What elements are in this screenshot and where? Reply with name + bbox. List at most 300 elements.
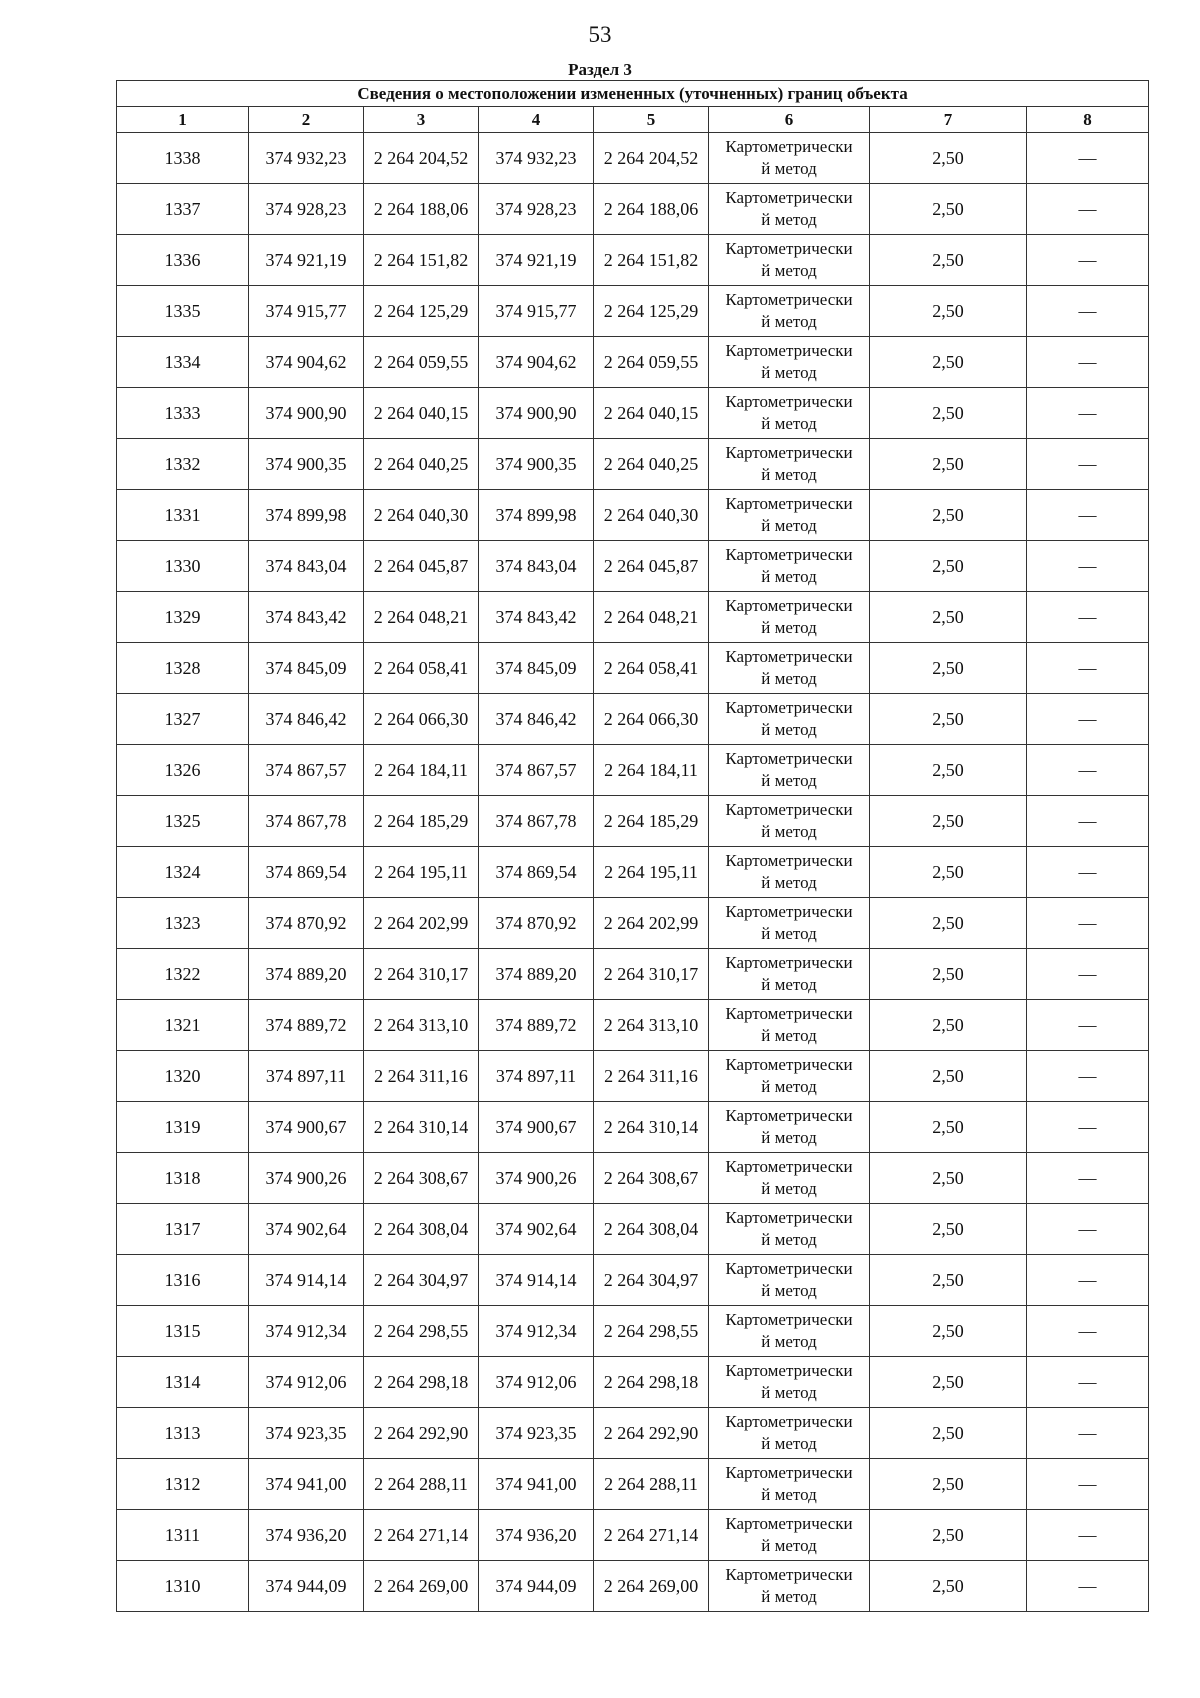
y-new-cell: 2 264 045,87 bbox=[594, 541, 709, 592]
method-cell bbox=[709, 898, 870, 949]
x-existing-cell: 374 867,78 bbox=[249, 796, 364, 847]
method-text-line-2: й метод bbox=[761, 1077, 817, 1096]
y-existing-cell: 2 264 151,82 bbox=[364, 235, 479, 286]
method-text-line-1: Картометрически bbox=[725, 137, 853, 156]
x-new-cell: 374 899,98 bbox=[479, 490, 594, 541]
y-existing-cell: 2 264 058,41 bbox=[364, 643, 479, 694]
method-text-line-2: й метод bbox=[761, 1230, 817, 1249]
point-number-cell: 1335 bbox=[117, 286, 249, 337]
x-new-cell: 374 900,67 bbox=[479, 1102, 594, 1153]
method-text-line-1: Картометрически bbox=[725, 596, 853, 615]
y-existing-cell: 2 264 040,30 bbox=[364, 490, 479, 541]
method-text-line-2: й метод bbox=[761, 312, 817, 331]
table-row bbox=[117, 133, 1149, 184]
column-number-6: 6 bbox=[709, 107, 870, 133]
method-text-line-1: Картометрически bbox=[725, 1208, 853, 1227]
x-existing-cell: 374 846,42 bbox=[249, 694, 364, 745]
method-text-line-2: й метод bbox=[761, 1434, 817, 1453]
x-new-cell: 374 941,00 bbox=[479, 1459, 594, 1510]
method-text-line-2: й метод bbox=[761, 1179, 817, 1198]
method-text-line-1: Картометрически bbox=[725, 239, 853, 258]
y-existing-cell: 2 264 188,06 bbox=[364, 184, 479, 235]
section-title: Раздел 3 bbox=[568, 60, 632, 79]
method-text-line-1: Картометрически bbox=[725, 341, 853, 360]
x-new-cell: 374 914,14 bbox=[479, 1255, 594, 1306]
x-new-cell: 374 867,57 bbox=[479, 745, 594, 796]
accuracy-cell: 2,50 bbox=[870, 847, 1027, 898]
x-new-cell: 374 843,42 bbox=[479, 592, 594, 643]
point-number-cell: 1323 bbox=[117, 898, 249, 949]
table-row bbox=[117, 439, 1149, 490]
note-cell: — bbox=[1027, 133, 1149, 184]
y-new-cell: 2 264 040,25 bbox=[594, 439, 709, 490]
x-existing-cell: 374 921,19 bbox=[249, 235, 364, 286]
accuracy-cell: 2,50 bbox=[870, 694, 1027, 745]
y-new-cell: 2 264 271,14 bbox=[594, 1510, 709, 1561]
method-text-line-1: Картометрически bbox=[725, 290, 853, 309]
method-cell bbox=[709, 1255, 870, 1306]
note-cell: — bbox=[1027, 796, 1149, 847]
note-cell: — bbox=[1027, 1153, 1149, 1204]
accuracy-cell: 2,50 bbox=[870, 1357, 1027, 1408]
point-number-cell: 1325 bbox=[117, 796, 249, 847]
method-text-line-1: Картометрически bbox=[725, 1310, 853, 1329]
point-number-cell: 1314 bbox=[117, 1357, 249, 1408]
note-cell: — bbox=[1027, 847, 1149, 898]
table-row bbox=[117, 235, 1149, 286]
note-cell: — bbox=[1027, 898, 1149, 949]
y-new-cell: 2 264 040,15 bbox=[594, 388, 709, 439]
method-text-line-1: Картометрически bbox=[725, 902, 853, 921]
table-row bbox=[117, 1459, 1149, 1510]
x-new-cell: 374 912,06 bbox=[479, 1357, 594, 1408]
y-existing-cell: 2 264 040,25 bbox=[364, 439, 479, 490]
accuracy-cell: 2,50 bbox=[870, 1561, 1027, 1612]
accuracy-cell: 2,50 bbox=[870, 1204, 1027, 1255]
y-new-cell: 2 264 298,18 bbox=[594, 1357, 709, 1408]
accuracy-cell: 2,50 bbox=[870, 898, 1027, 949]
method-cell bbox=[709, 643, 870, 694]
x-new-cell: 374 932,23 bbox=[479, 133, 594, 184]
table-row bbox=[117, 1561, 1149, 1612]
table-row bbox=[117, 286, 1149, 337]
method-cell bbox=[709, 1459, 870, 1510]
point-number-cell: 1324 bbox=[117, 847, 249, 898]
point-number-cell: 1332 bbox=[117, 439, 249, 490]
method-text-line-1: Картометрически bbox=[725, 749, 853, 768]
y-new-cell: 2 264 185,29 bbox=[594, 796, 709, 847]
y-new-cell: 2 264 066,30 bbox=[594, 694, 709, 745]
method-text-line-2: й метод bbox=[761, 669, 817, 688]
table-row bbox=[117, 1357, 1149, 1408]
x-existing-cell: 374 914,14 bbox=[249, 1255, 364, 1306]
note-cell: — bbox=[1027, 541, 1149, 592]
x-existing-cell: 374 915,77 bbox=[249, 286, 364, 337]
table-row bbox=[117, 541, 1149, 592]
method-cell bbox=[709, 388, 870, 439]
table-row bbox=[117, 847, 1149, 898]
table-row bbox=[117, 1408, 1149, 1459]
y-existing-cell: 2 264 313,10 bbox=[364, 1000, 479, 1051]
method-text-line-2: й метод bbox=[761, 924, 817, 943]
y-new-cell: 2 264 292,90 bbox=[594, 1408, 709, 1459]
table-row bbox=[117, 949, 1149, 1000]
accuracy-cell: 2,50 bbox=[870, 1459, 1027, 1510]
x-existing-cell: 374 900,90 bbox=[249, 388, 364, 439]
method-text-line-1: Картометрически bbox=[725, 1004, 853, 1023]
y-new-cell: 2 264 269,00 bbox=[594, 1561, 709, 1612]
method-cell bbox=[709, 1000, 870, 1051]
method-text-line-2: й метод bbox=[761, 1281, 817, 1300]
y-existing-cell: 2 264 298,18 bbox=[364, 1357, 479, 1408]
x-new-cell: 374 869,54 bbox=[479, 847, 594, 898]
table-row bbox=[117, 337, 1149, 388]
y-existing-cell: 2 264 184,11 bbox=[364, 745, 479, 796]
accuracy-cell: 2,50 bbox=[870, 1408, 1027, 1459]
accuracy-cell: 2,50 bbox=[870, 1510, 1027, 1561]
point-number-cell: 1321 bbox=[117, 1000, 249, 1051]
table-row bbox=[117, 1306, 1149, 1357]
accuracy-cell: 2,50 bbox=[870, 286, 1027, 337]
y-new-cell: 2 264 125,29 bbox=[594, 286, 709, 337]
y-new-cell: 2 264 304,97 bbox=[594, 1255, 709, 1306]
method-cell bbox=[709, 847, 870, 898]
accuracy-cell: 2,50 bbox=[870, 1000, 1027, 1051]
table-row bbox=[117, 1204, 1149, 1255]
method-cell bbox=[709, 1306, 870, 1357]
method-text-line-1: Картометрически bbox=[725, 1412, 853, 1431]
note-cell: — bbox=[1027, 235, 1149, 286]
method-cell bbox=[709, 235, 870, 286]
note-cell: — bbox=[1027, 1204, 1149, 1255]
x-new-cell: 374 904,62 bbox=[479, 337, 594, 388]
point-number-cell: 1317 bbox=[117, 1204, 249, 1255]
y-existing-cell: 2 264 304,97 bbox=[364, 1255, 479, 1306]
point-number-cell: 1316 bbox=[117, 1255, 249, 1306]
page-number: 53 bbox=[588, 22, 612, 47]
column-number-3: 3 bbox=[364, 107, 479, 133]
y-existing-cell: 2 264 048,21 bbox=[364, 592, 479, 643]
table-row bbox=[117, 592, 1149, 643]
x-new-cell: 374 900,26 bbox=[479, 1153, 594, 1204]
note-cell: — bbox=[1027, 490, 1149, 541]
x-existing-cell: 374 912,34 bbox=[249, 1306, 364, 1357]
table-row bbox=[117, 643, 1149, 694]
y-existing-cell: 2 264 310,17 bbox=[364, 949, 479, 1000]
method-text-line-1: Картометрически bbox=[725, 1565, 853, 1584]
point-number-cell: 1328 bbox=[117, 643, 249, 694]
table-row bbox=[117, 1153, 1149, 1204]
method-cell bbox=[709, 1204, 870, 1255]
point-number-cell: 1336 bbox=[117, 235, 249, 286]
method-text-line-2: й метод bbox=[761, 771, 817, 790]
y-new-cell: 2 264 311,16 bbox=[594, 1051, 709, 1102]
x-existing-cell: 374 845,09 bbox=[249, 643, 364, 694]
method-text-line-1: Картометрически bbox=[725, 1514, 853, 1533]
method-cell bbox=[709, 1051, 870, 1102]
method-text-line-1: Картометрически bbox=[725, 392, 853, 411]
accuracy-cell: 2,50 bbox=[870, 796, 1027, 847]
table-row bbox=[117, 184, 1149, 235]
method-text-line-2: й метод bbox=[761, 618, 817, 637]
method-text-line-2: й метод bbox=[761, 822, 817, 841]
table-row bbox=[117, 388, 1149, 439]
column-number-7: 7 bbox=[870, 107, 1027, 133]
method-text-line-1: Картометрически bbox=[725, 1259, 853, 1278]
point-number-cell: 1322 bbox=[117, 949, 249, 1000]
accuracy-cell: 2,50 bbox=[870, 592, 1027, 643]
note-cell: — bbox=[1027, 949, 1149, 1000]
method-text-line-1: Картометрически bbox=[725, 647, 853, 666]
y-new-cell: 2 264 195,11 bbox=[594, 847, 709, 898]
y-new-cell: 2 264 308,04 bbox=[594, 1204, 709, 1255]
y-new-cell: 2 264 188,06 bbox=[594, 184, 709, 235]
accuracy-cell: 2,50 bbox=[870, 490, 1027, 541]
note-cell: — bbox=[1027, 1408, 1149, 1459]
point-number-cell: 1311 bbox=[117, 1510, 249, 1561]
accuracy-cell: 2,50 bbox=[870, 1153, 1027, 1204]
note-cell: — bbox=[1027, 184, 1149, 235]
y-new-cell: 2 264 204,52 bbox=[594, 133, 709, 184]
x-existing-cell: 374 843,04 bbox=[249, 541, 364, 592]
column-number-1: 1 bbox=[117, 107, 249, 133]
method-text-line-2: й метод bbox=[761, 1026, 817, 1045]
x-existing-cell: 374 899,98 bbox=[249, 490, 364, 541]
y-new-cell: 2 264 288,11 bbox=[594, 1459, 709, 1510]
point-number-cell: 1337 bbox=[117, 184, 249, 235]
x-new-cell: 374 921,19 bbox=[479, 235, 594, 286]
x-existing-cell: 374 904,62 bbox=[249, 337, 364, 388]
method-cell bbox=[709, 439, 870, 490]
y-existing-cell: 2 264 125,29 bbox=[364, 286, 479, 337]
x-new-cell: 374 912,34 bbox=[479, 1306, 594, 1357]
accuracy-cell: 2,50 bbox=[870, 1255, 1027, 1306]
x-existing-cell: 374 928,23 bbox=[249, 184, 364, 235]
point-number-cell: 1320 bbox=[117, 1051, 249, 1102]
method-cell bbox=[709, 694, 870, 745]
accuracy-cell: 2,50 bbox=[870, 949, 1027, 1000]
note-cell: — bbox=[1027, 1102, 1149, 1153]
accuracy-cell: 2,50 bbox=[870, 541, 1027, 592]
accuracy-cell: 2,50 bbox=[870, 439, 1027, 490]
y-existing-cell: 2 264 288,11 bbox=[364, 1459, 479, 1510]
method-text-line-2: й метод bbox=[761, 975, 817, 994]
method-text-line-1: Картометрически bbox=[725, 800, 853, 819]
y-existing-cell: 2 264 202,99 bbox=[364, 898, 479, 949]
y-existing-cell: 2 264 204,52 bbox=[364, 133, 479, 184]
note-cell: — bbox=[1027, 694, 1149, 745]
method-cell bbox=[709, 796, 870, 847]
x-existing-cell: 374 843,42 bbox=[249, 592, 364, 643]
method-text-line-1: Картометрически bbox=[725, 1106, 853, 1125]
y-existing-cell: 2 264 045,87 bbox=[364, 541, 479, 592]
y-new-cell: 2 264 310,17 bbox=[594, 949, 709, 1000]
method-cell bbox=[709, 184, 870, 235]
x-new-cell: 374 923,35 bbox=[479, 1408, 594, 1459]
note-cell: — bbox=[1027, 1000, 1149, 1051]
method-cell bbox=[709, 1510, 870, 1561]
table-body bbox=[117, 133, 1149, 1612]
x-new-cell: 374 846,42 bbox=[479, 694, 594, 745]
y-new-cell: 2 264 313,10 bbox=[594, 1000, 709, 1051]
note-cell: — bbox=[1027, 388, 1149, 439]
y-existing-cell: 2 264 308,67 bbox=[364, 1153, 479, 1204]
point-number-cell: 1331 bbox=[117, 490, 249, 541]
y-new-cell: 2 264 310,14 bbox=[594, 1102, 709, 1153]
table-row bbox=[117, 1510, 1149, 1561]
method-text-line-2: й метод bbox=[761, 1383, 817, 1402]
method-cell bbox=[709, 949, 870, 1000]
note-cell: — bbox=[1027, 1051, 1149, 1102]
column-number-5: 5 bbox=[594, 107, 709, 133]
method-cell bbox=[709, 286, 870, 337]
accuracy-cell: 2,50 bbox=[870, 388, 1027, 439]
note-cell: — bbox=[1027, 1459, 1149, 1510]
point-number-cell: 1319 bbox=[117, 1102, 249, 1153]
method-text-line-2: й метод bbox=[761, 1587, 817, 1606]
x-new-cell: 374 870,92 bbox=[479, 898, 594, 949]
y-existing-cell: 2 264 269,00 bbox=[364, 1561, 479, 1612]
table-row bbox=[117, 1102, 1149, 1153]
point-number-cell: 1333 bbox=[117, 388, 249, 439]
note-cell: — bbox=[1027, 745, 1149, 796]
accuracy-cell: 2,50 bbox=[870, 1102, 1027, 1153]
method-cell bbox=[709, 1561, 870, 1612]
point-number-cell: 1318 bbox=[117, 1153, 249, 1204]
table-row bbox=[117, 1000, 1149, 1051]
method-text-line-2: й метод bbox=[761, 1536, 817, 1555]
table-row bbox=[117, 796, 1149, 847]
table-row bbox=[117, 1255, 1149, 1306]
x-new-cell: 374 897,11 bbox=[479, 1051, 594, 1102]
method-text-line-2: й метод bbox=[761, 1485, 817, 1504]
column-number-4: 4 bbox=[479, 107, 594, 133]
accuracy-cell: 2,50 bbox=[870, 235, 1027, 286]
y-new-cell: 2 264 040,30 bbox=[594, 490, 709, 541]
y-new-cell: 2 264 151,82 bbox=[594, 235, 709, 286]
x-existing-cell: 374 897,11 bbox=[249, 1051, 364, 1102]
note-cell: — bbox=[1027, 1306, 1149, 1357]
note-cell: — bbox=[1027, 1561, 1149, 1612]
table-row bbox=[117, 1051, 1149, 1102]
method-text-line-2: й метод bbox=[761, 720, 817, 739]
y-new-cell: 2 264 308,67 bbox=[594, 1153, 709, 1204]
y-existing-cell: 2 264 298,55 bbox=[364, 1306, 479, 1357]
method-text-line-1: Картометрически bbox=[725, 494, 853, 513]
x-new-cell: 374 845,09 bbox=[479, 643, 594, 694]
method-text-line-2: й метод bbox=[761, 159, 817, 178]
x-existing-cell: 374 902,64 bbox=[249, 1204, 364, 1255]
x-new-cell: 374 900,35 bbox=[479, 439, 594, 490]
y-new-cell: 2 264 184,11 bbox=[594, 745, 709, 796]
method-cell bbox=[709, 1153, 870, 1204]
y-new-cell: 2 264 058,41 bbox=[594, 643, 709, 694]
column-number-2: 2 bbox=[249, 107, 364, 133]
y-existing-cell: 2 264 059,55 bbox=[364, 337, 479, 388]
x-new-cell: 374 889,72 bbox=[479, 1000, 594, 1051]
method-text-line-1: Картометрически bbox=[725, 443, 853, 462]
x-new-cell: 374 867,78 bbox=[479, 796, 594, 847]
note-cell: — bbox=[1027, 1255, 1149, 1306]
method-text-line-2: й метод bbox=[761, 516, 817, 535]
y-existing-cell: 2 264 040,15 bbox=[364, 388, 479, 439]
boundary-coordinates-table bbox=[116, 80, 1149, 1612]
method-cell bbox=[709, 745, 870, 796]
x-new-cell: 374 889,20 bbox=[479, 949, 594, 1000]
x-existing-cell: 374 932,23 bbox=[249, 133, 364, 184]
x-new-cell: 374 936,20 bbox=[479, 1510, 594, 1561]
point-number-cell: 1310 bbox=[117, 1561, 249, 1612]
note-cell: — bbox=[1027, 1357, 1149, 1408]
accuracy-cell: 2,50 bbox=[870, 1306, 1027, 1357]
x-new-cell: 374 944,09 bbox=[479, 1561, 594, 1612]
x-existing-cell: 374 889,20 bbox=[249, 949, 364, 1000]
method-text-line-2: й метод bbox=[761, 1128, 817, 1147]
y-existing-cell: 2 264 066,30 bbox=[364, 694, 479, 745]
y-existing-cell: 2 264 185,29 bbox=[364, 796, 479, 847]
x-existing-cell: 374 900,67 bbox=[249, 1102, 364, 1153]
method-cell bbox=[709, 490, 870, 541]
column-number-row bbox=[117, 107, 1149, 133]
method-cell bbox=[709, 1408, 870, 1459]
method-cell bbox=[709, 1102, 870, 1153]
table-row bbox=[117, 490, 1149, 541]
point-number-cell: 1329 bbox=[117, 592, 249, 643]
x-existing-cell: 374 889,72 bbox=[249, 1000, 364, 1051]
method-text-line-1: Картометрически bbox=[725, 953, 853, 972]
method-text-line-2: й метод bbox=[761, 465, 817, 484]
method-cell bbox=[709, 337, 870, 388]
note-cell: — bbox=[1027, 439, 1149, 490]
method-text-line-1: Картометрически bbox=[725, 698, 853, 717]
method-text-line-1: Картометрически bbox=[725, 1361, 853, 1380]
method-cell bbox=[709, 1357, 870, 1408]
method-text-line-1: Картометрически bbox=[725, 188, 853, 207]
method-text-line-2: й метод bbox=[761, 873, 817, 892]
x-existing-cell: 374 900,35 bbox=[249, 439, 364, 490]
x-existing-cell: 374 944,09 bbox=[249, 1561, 364, 1612]
x-existing-cell: 374 869,54 bbox=[249, 847, 364, 898]
y-existing-cell: 2 264 308,04 bbox=[364, 1204, 479, 1255]
point-number-cell: 1334 bbox=[117, 337, 249, 388]
x-existing-cell: 374 912,06 bbox=[249, 1357, 364, 1408]
x-existing-cell: 374 936,20 bbox=[249, 1510, 364, 1561]
method-text-line-2: й метод bbox=[761, 210, 817, 229]
point-number-cell: 1327 bbox=[117, 694, 249, 745]
x-existing-cell: 374 870,92 bbox=[249, 898, 364, 949]
method-text-line-2: й метод bbox=[761, 261, 817, 280]
note-cell: — bbox=[1027, 337, 1149, 388]
x-new-cell: 374 915,77 bbox=[479, 286, 594, 337]
method-text-line-2: й метод bbox=[761, 567, 817, 586]
x-new-cell: 374 928,23 bbox=[479, 184, 594, 235]
point-number-cell: 1326 bbox=[117, 745, 249, 796]
method-text-line-2: й метод bbox=[761, 363, 817, 382]
note-cell: — bbox=[1027, 592, 1149, 643]
point-number-cell: 1315 bbox=[117, 1306, 249, 1357]
point-number-cell: 1313 bbox=[117, 1408, 249, 1459]
method-text-line-1: Картометрически bbox=[725, 1055, 853, 1074]
method-cell bbox=[709, 541, 870, 592]
column-number-8: 8 bbox=[1027, 107, 1149, 133]
y-new-cell: 2 264 048,21 bbox=[594, 592, 709, 643]
y-new-cell: 2 264 298,55 bbox=[594, 1306, 709, 1357]
method-cell bbox=[709, 133, 870, 184]
accuracy-cell: 2,50 bbox=[870, 337, 1027, 388]
method-text-line-1: Картометрически bbox=[725, 851, 853, 870]
x-existing-cell: 374 900,26 bbox=[249, 1153, 364, 1204]
x-existing-cell: 374 923,35 bbox=[249, 1408, 364, 1459]
